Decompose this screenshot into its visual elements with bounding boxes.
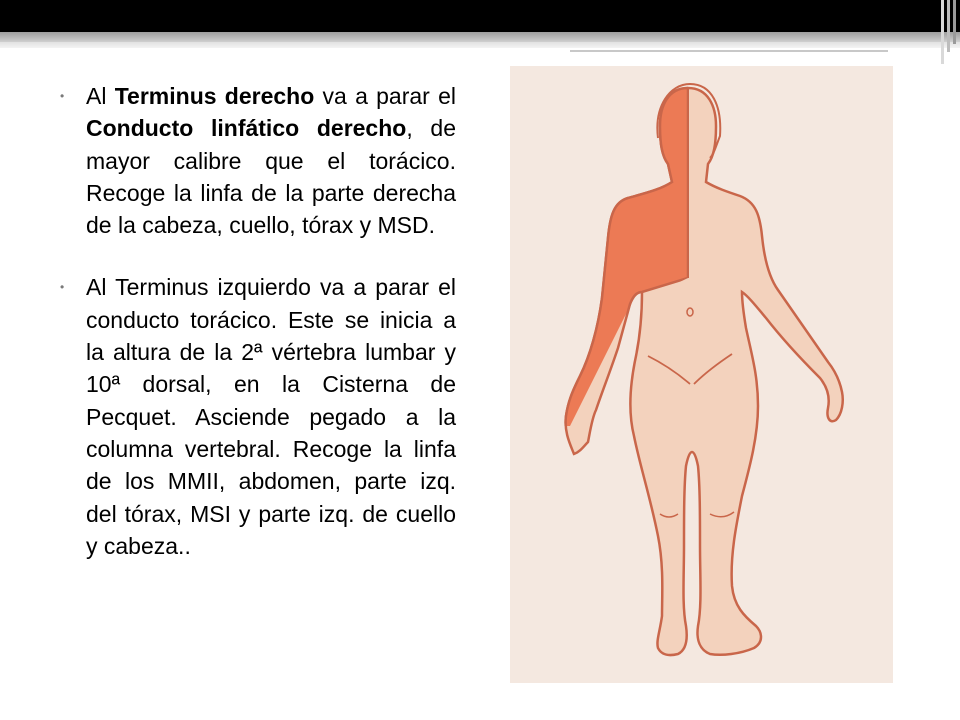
bullet-thoracic-duct <box>58 271 456 562</box>
body-silhouette <box>566 88 843 655</box>
header-stripe <box>0 32 960 42</box>
bullet-bold-text: Terminus derecho <box>114 83 315 109</box>
bullet-text: Al Terminus izquierdo va a parar el conducto torácico. Este se inicia a la altura de la 2ª vértebra lumbar y 10ª dorsal, en la Cisterna de Pecquet. Asciende pegado a la columna vertebral. Recoge la linfa de los MMII, abdomen, parte izq. del tórax, MSI y parte izq. de cuello y cabeza.. <box>86 274 456 559</box>
bullet-icon: • <box>60 280 65 295</box>
bullet-bold-text: Conducto linfático derecho <box>86 115 407 142</box>
bullet-right-lymphatic-duct <box>58 80 456 241</box>
bullet-icon: • <box>60 89 65 103</box>
header-stripe-light <box>0 42 960 48</box>
header-divider <box>570 50 888 52</box>
corner-bar <box>947 0 950 52</box>
body-diagram <box>510 66 893 683</box>
corner-decoration <box>926 0 960 64</box>
bullet-text: va a parar el <box>314 83 456 109</box>
bullet-text: Al <box>86 83 115 109</box>
corner-bar <box>941 0 944 64</box>
title-bar <box>0 0 960 32</box>
corner-bar <box>953 0 956 44</box>
bullet-text: , de mayor calibre que el torácico. Recoge la linfa de la parte derecha de la cabeza, cuello, tórax y MSD. <box>86 115 456 239</box>
slide-body <box>58 80 456 562</box>
lymphatic-drainage-figure <box>510 66 893 683</box>
